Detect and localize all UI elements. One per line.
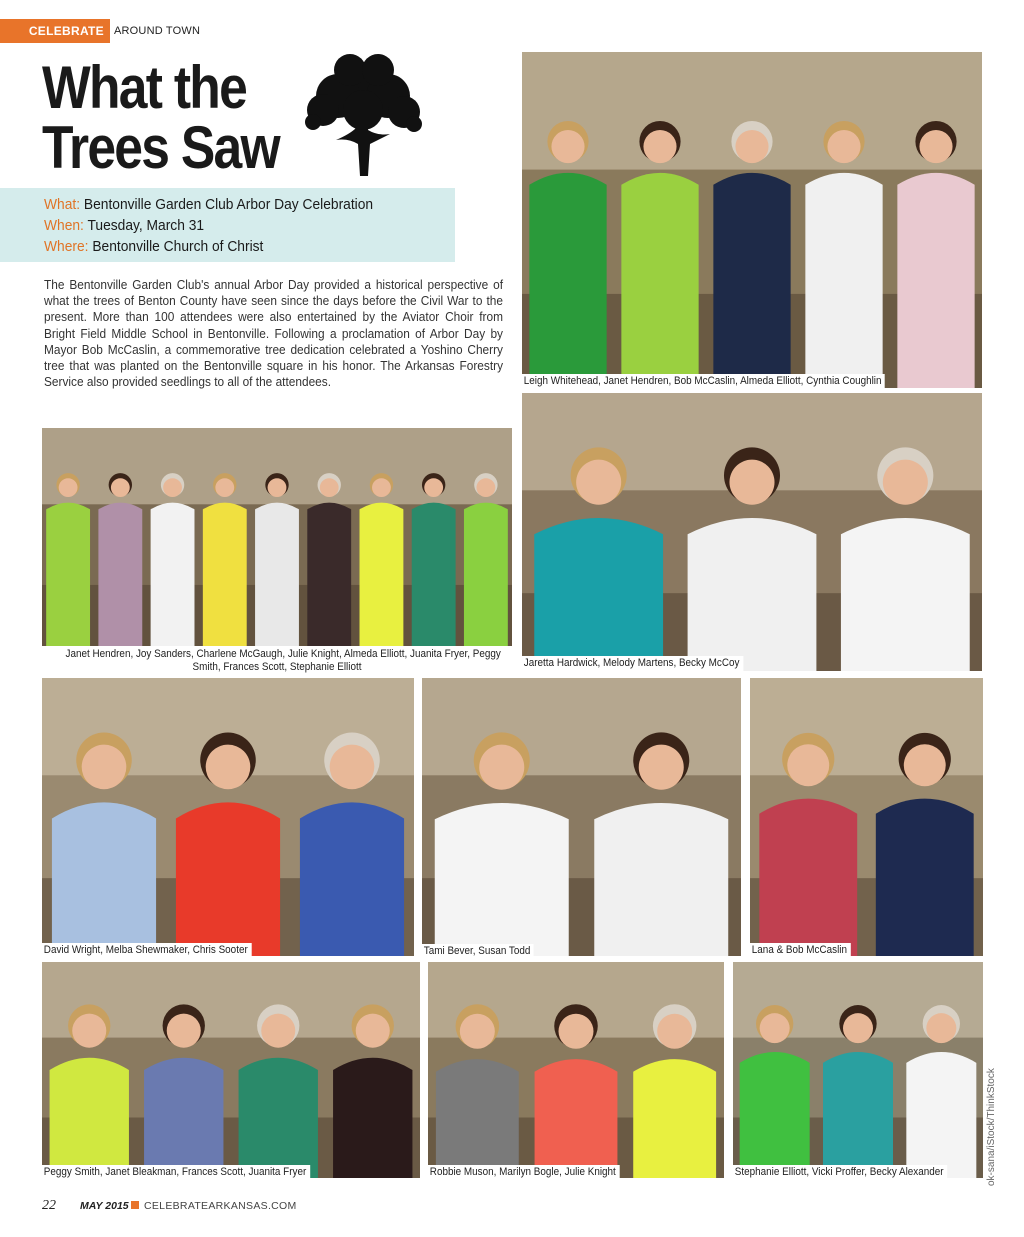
photo-6-caption: Lana & Bob McCaslin bbox=[750, 943, 851, 959]
issue-date: MAY 2015 bbox=[80, 1200, 129, 1212]
photo-6 bbox=[750, 678, 983, 956]
photo-4-caption: David Wright, Melba Shewmaker, Chris Sooter bbox=[42, 943, 251, 959]
photo-8 bbox=[428, 962, 724, 1178]
photo-image bbox=[522, 52, 982, 388]
photo-3 bbox=[522, 393, 982, 671]
article-body: The Bentonville Garden Club's annual Arbor Day provided a historical perspective of what the trees of Benton County have seen since the days before the Civil War to the present. More than 100 attendees were also entertained by the Aviator Choir from Bright Field Middle School in Bentonville. Following a proclamation of Arbor Day by Mayor Bob McCaslin, a commemorative tree dedication celebrated a Yoshino Cherry tree that was planted on the Bentonville square in his honor. The Arkansas Forestry Service also provided seedlings to all of the attendees. bbox=[44, 277, 503, 390]
photo-2 bbox=[42, 428, 512, 646]
photo-3-caption: Jaretta Hardwick, Melody Martens, Becky McCoy bbox=[522, 656, 743, 672]
photo-7-caption: Peggy Smith, Janet Bleakman, Frances Scott, Juanita Fryer bbox=[42, 1165, 310, 1181]
title-line-1: What the bbox=[42, 54, 247, 121]
where-row: Where: Bentonville Church of Christ bbox=[44, 238, 264, 255]
when-row: When: Tuesday, March 31 bbox=[44, 217, 205, 234]
what-row: What: Bentonville Garden Club Arbor Day Celebration bbox=[44, 196, 374, 213]
photo-image bbox=[42, 678, 414, 956]
photo-image bbox=[422, 678, 741, 956]
subsection-label: AROUND TOWN bbox=[114, 25, 201, 37]
photo-5-caption: Tami Bever, Susan Todd bbox=[422, 944, 534, 960]
page-number: 22 bbox=[42, 1198, 56, 1213]
title-line-2: Trees Saw bbox=[42, 114, 279, 181]
photo-image bbox=[750, 678, 983, 956]
photo-7 bbox=[42, 962, 420, 1178]
photo-image bbox=[42, 962, 420, 1178]
accent-square bbox=[131, 1201, 139, 1209]
photo-image bbox=[42, 428, 512, 646]
website-link[interactable]: CELEBRATEARKANSAS.COM bbox=[144, 1200, 297, 1212]
photo-2-caption: Janet Hendren, Joy Sanders, Charlene McGaugh, Julie Knight, Almeda Elliott, Juanita Fryer, Peggy Smith, Frances Scott, Stephanie Elliott bbox=[65, 648, 501, 673]
photo-9-caption: Stephanie Elliott, Vicki Proffer, Becky Alexander bbox=[733, 1165, 947, 1181]
photo-5 bbox=[422, 678, 741, 956]
photo-9 bbox=[733, 962, 983, 1178]
photo-1-caption: Leigh Whitehead, Janet Hendren, Bob McCaslin, Almeda Elliott, Cynthia Coughlin bbox=[522, 374, 885, 390]
tree-icon bbox=[298, 48, 428, 178]
photo-credit: ok-sana/iStock/ThinkStock bbox=[986, 1068, 997, 1186]
photo-4 bbox=[42, 678, 414, 956]
photo-image bbox=[522, 393, 982, 671]
event-details bbox=[0, 188, 455, 262]
photo-1 bbox=[522, 52, 982, 388]
photo-image bbox=[733, 962, 983, 1178]
photo-image bbox=[428, 962, 724, 1178]
article-title bbox=[42, 54, 279, 181]
section-tag: CELEBRATE bbox=[0, 19, 110, 43]
photo-8-caption: Robbie Muson, Marilyn Bogle, Julie Knight bbox=[428, 1165, 619, 1181]
